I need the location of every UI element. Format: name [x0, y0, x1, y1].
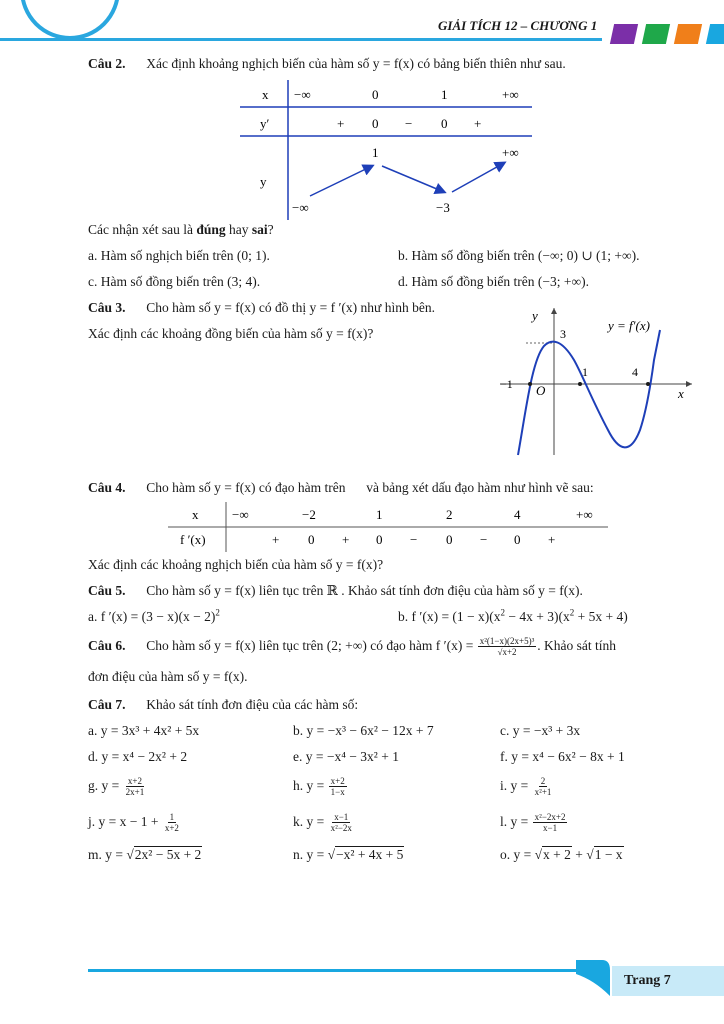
q7-j-fraction [163, 812, 181, 833]
q7-i-den: x²+1 [534, 787, 552, 798]
q5-b-part-4: + 5x + 4) [574, 609, 628, 624]
q3-y-axis-label: y [532, 308, 538, 323]
q2-prompt [88, 221, 274, 239]
q7-n [293, 846, 404, 864]
q6-line [88, 634, 616, 658]
q4-sign-8: + [548, 532, 556, 547]
q7-e: e. y = −x⁴ − 3x² + 1 [293, 749, 399, 764]
q7-j-num: 1 [169, 812, 175, 823]
q3-label-3: 3 [560, 327, 566, 341]
q7-j-pre: j. y = x − 1 + [88, 814, 159, 829]
q4-question: Xác định các khoảng nghịch biến của hàm số y = f(x)? [88, 557, 384, 572]
q7-f: f. y = x⁴ − 6x² − 8x + 1 [500, 749, 625, 764]
q4-text-pre: Cho hàm số y = f(x) có đạo hàm trên [146, 480, 346, 495]
q6-derivative-fraction [478, 636, 537, 657]
q7-g-num: x+2 [127, 776, 142, 787]
q7-k-den: x²−2x [330, 823, 352, 834]
q2-y-val-pinf: +∞ [502, 145, 519, 160]
q4-sign-table [168, 502, 612, 552]
q3-label: Câu 3. [88, 300, 126, 315]
footer-line [88, 969, 578, 972]
q7-h-num: x+2 [330, 776, 345, 787]
q2-x-val-0: −∞ [294, 87, 311, 102]
q4-sign-7: 0 [514, 532, 521, 547]
q7-k-pre: k. y = [293, 814, 325, 829]
q2-prompt-mid: hay [225, 222, 252, 237]
q5-a-exp: 2 [215, 607, 220, 618]
q3-derivative-graph [496, 300, 696, 460]
q7-o [500, 846, 624, 864]
q2-option-c: c. Hàm số đồng biến trên (3; 4). [88, 274, 261, 289]
q6-frac-den: √x+2 [497, 647, 517, 658]
q4-line [88, 479, 594, 497]
q3-text2: Xác định các khoảng đồng biến của hàm số y = f(x)? [88, 326, 374, 341]
q4-sign-2: + [342, 532, 350, 547]
q3-line [88, 299, 435, 317]
q7-m-radicand: 2x² − 5x + 2 [134, 847, 202, 862]
q5-b-exp-1: 2 [569, 607, 575, 618]
q2-x-val-1: 0 [372, 87, 379, 102]
q7-label: Câu 7. [88, 697, 126, 712]
q7-g-den: 2x+1 [125, 787, 145, 798]
q5-a [88, 608, 220, 626]
q7-m [88, 846, 202, 864]
q4-x-val-2: 1 [376, 507, 383, 522]
q7-n-pre: n. y = √ [293, 847, 336, 862]
q7-a: a. y = 3x³ + 4x² + 5x [88, 723, 200, 738]
q2-dy-sign-3: 0 [441, 116, 448, 131]
q7-g-fraction [124, 776, 147, 797]
q3-text: Cho hàm số y = f(x) có đồ thị y = f ′(x) như hình bên. [146, 300, 435, 315]
q6-frac-num: x²(1−x)(2x+5)³ [479, 636, 535, 647]
q7-h-den: 1−x [330, 787, 345, 798]
footer-tab-shape [576, 960, 612, 1000]
q7-l [500, 810, 568, 834]
q4-x-val-3: 2 [446, 507, 453, 522]
header-color-block-green [642, 24, 670, 44]
q2-x-label: x [262, 87, 269, 102]
q2-x-val-3: +∞ [502, 87, 519, 102]
q2-option-b: b. Hàm số đồng biến trên (−∞; 0) ∪ (1; +∞). [398, 248, 640, 263]
q2-text: Xác định khoảng nghịch biến của hàm số y = f(x) có bảng biến thiên như sau. [146, 56, 566, 71]
q2-y-val-m3: −3 [436, 200, 450, 215]
q2-prompt-pre: Các nhận xét sau là [88, 222, 197, 237]
header-color-block-purple [610, 24, 638, 44]
q7-j [88, 810, 182, 834]
q2-y-val-1: 1 [372, 145, 379, 160]
q5-b-exp-0: 2 [500, 607, 506, 618]
q4-sign-4: − [410, 532, 418, 547]
q7-j-den: x+2 [164, 823, 179, 834]
q7-o-radicand-2: 1 − x [594, 847, 623, 862]
q2-dy-label: y′ [260, 116, 270, 131]
q4-sign-6: − [480, 532, 488, 547]
q7-b: b. y = −x³ − 6x² − 12x + 7 [293, 723, 434, 738]
q4-sign-5: 0 [446, 532, 453, 547]
q4-d-label: f ′(x) [180, 532, 206, 547]
header-logo-arc [20, 0, 120, 40]
q7-o-mid: + √ [571, 847, 594, 862]
q5-a-text: a. f ′(x) = (3 − x)(x − 2) [88, 609, 216, 624]
footer-page-number: Trang 7 [624, 973, 671, 988]
q4-x-val-1: −2 [302, 507, 316, 522]
q7-c: c. y = −x³ + 3x [500, 723, 581, 738]
q2-line [88, 55, 566, 73]
q7-d: d. y = x⁴ − 2x² + 2 [88, 749, 188, 764]
q7-o-radicand-1: x + 2 [543, 847, 571, 862]
q7-m-pre: m. y = √ [88, 847, 134, 862]
q4-sign-1: 0 [308, 532, 315, 547]
q7-text: Khảo sát tính đơn điệu của các hàm số: [146, 697, 359, 712]
q4-sign-3: 0 [376, 532, 383, 547]
header-title: GIẢI TÍCH 12 – CHƯƠNG 1 [438, 18, 598, 33]
q7-i [500, 774, 554, 798]
q7-l-den: x−1 [543, 823, 558, 834]
q7-g [88, 774, 147, 798]
q7-i-fraction [533, 776, 554, 797]
q2-dy-sign-0: + [337, 116, 345, 131]
q4-x-val-0: −∞ [232, 507, 249, 522]
q7-o-pre: o. y = √ [500, 847, 543, 862]
q6-text-post: . Khảo sát tính [537, 638, 617, 653]
q6-label: Câu 6. [88, 638, 126, 653]
q2-option-a: a. Hàm số nghịch biến trên (0; 1). [88, 248, 270, 263]
q4-sign-0: + [272, 532, 280, 547]
q4-x-val-5: +∞ [576, 507, 593, 522]
q2-prompt-sai: sai [251, 222, 268, 237]
q7-l-fraction [533, 812, 568, 833]
q7-i-pre: i. y = [500, 778, 529, 793]
q2-prompt-dung: đúng [196, 222, 226, 237]
header-line [0, 38, 602, 41]
q7-k [293, 810, 355, 834]
q2-x-val-2: 1 [441, 87, 448, 102]
q5-b [398, 608, 628, 626]
q4-x-label: x [192, 507, 199, 522]
q7-i-num: 2 [540, 776, 546, 787]
q7-l-pre: l. y = [500, 814, 529, 829]
q7-h-pre: h. y = [293, 778, 325, 793]
q7-k-num: x−1 [334, 812, 349, 823]
q5-b-part-2: − 4x + 3)(x [505, 609, 570, 624]
q2-y-label: y [260, 174, 267, 189]
q6-text2: đơn điệu của hàm số y = f(x). [88, 669, 248, 684]
q2-dy-sign-2: − [405, 116, 413, 131]
q7-l-num: x²−2x+2 [534, 812, 566, 823]
q3-func-label: y = f′(x) [608, 318, 650, 333]
q2-prompt-end: ? [267, 222, 274, 237]
q7-g-pre: g. y = [88, 778, 120, 793]
q2-option-d: d. Hàm số đồng biến trên (−3; +∞). [398, 274, 589, 289]
q2-y-val-minf: −∞ [292, 200, 309, 215]
q3-label-1: 1 [582, 365, 588, 379]
q7-h-fraction [329, 776, 347, 797]
q4-label: Câu 4. [88, 480, 126, 495]
q5-text: Cho hàm số y = f(x) liên tục trên ℝ . Khảo sát tính đơn điệu của hàm số y = f(x). [146, 583, 583, 598]
q3-x-axis-label: x [678, 386, 684, 401]
q7-k-fraction [329, 812, 354, 833]
q3-label-m1: −1 [500, 377, 513, 391]
header-color-block-orange [674, 24, 702, 44]
q2-dy-sign-1: 0 [372, 116, 379, 131]
q7-line [88, 696, 358, 714]
q2-label: Câu 2. [88, 56, 126, 71]
q5-line [88, 582, 583, 600]
q2-variation-table [240, 80, 540, 220]
header-color-block-blue [706, 24, 724, 44]
q4-text-post: và bảng xét dấu đạo hàm như hình vẽ sau: [366, 480, 594, 495]
q4-x-val-4: 4 [514, 507, 521, 522]
q3-origin-label: O [536, 383, 546, 398]
q3-label-4: 4 [632, 365, 638, 379]
q2-dy-sign-4: + [474, 116, 482, 131]
q6-text-pre: Cho hàm số y = f(x) liên tục trên (2; +∞) có đạo hàm f ′(x) = [146, 638, 474, 653]
q7-h [293, 774, 348, 798]
q5-label: Câu 5. [88, 583, 126, 598]
q5-b-part-0: b. f ′(x) = (1 − x)(x [398, 609, 501, 624]
q7-n-radicand: −x² + 4x + 5 [336, 847, 404, 862]
